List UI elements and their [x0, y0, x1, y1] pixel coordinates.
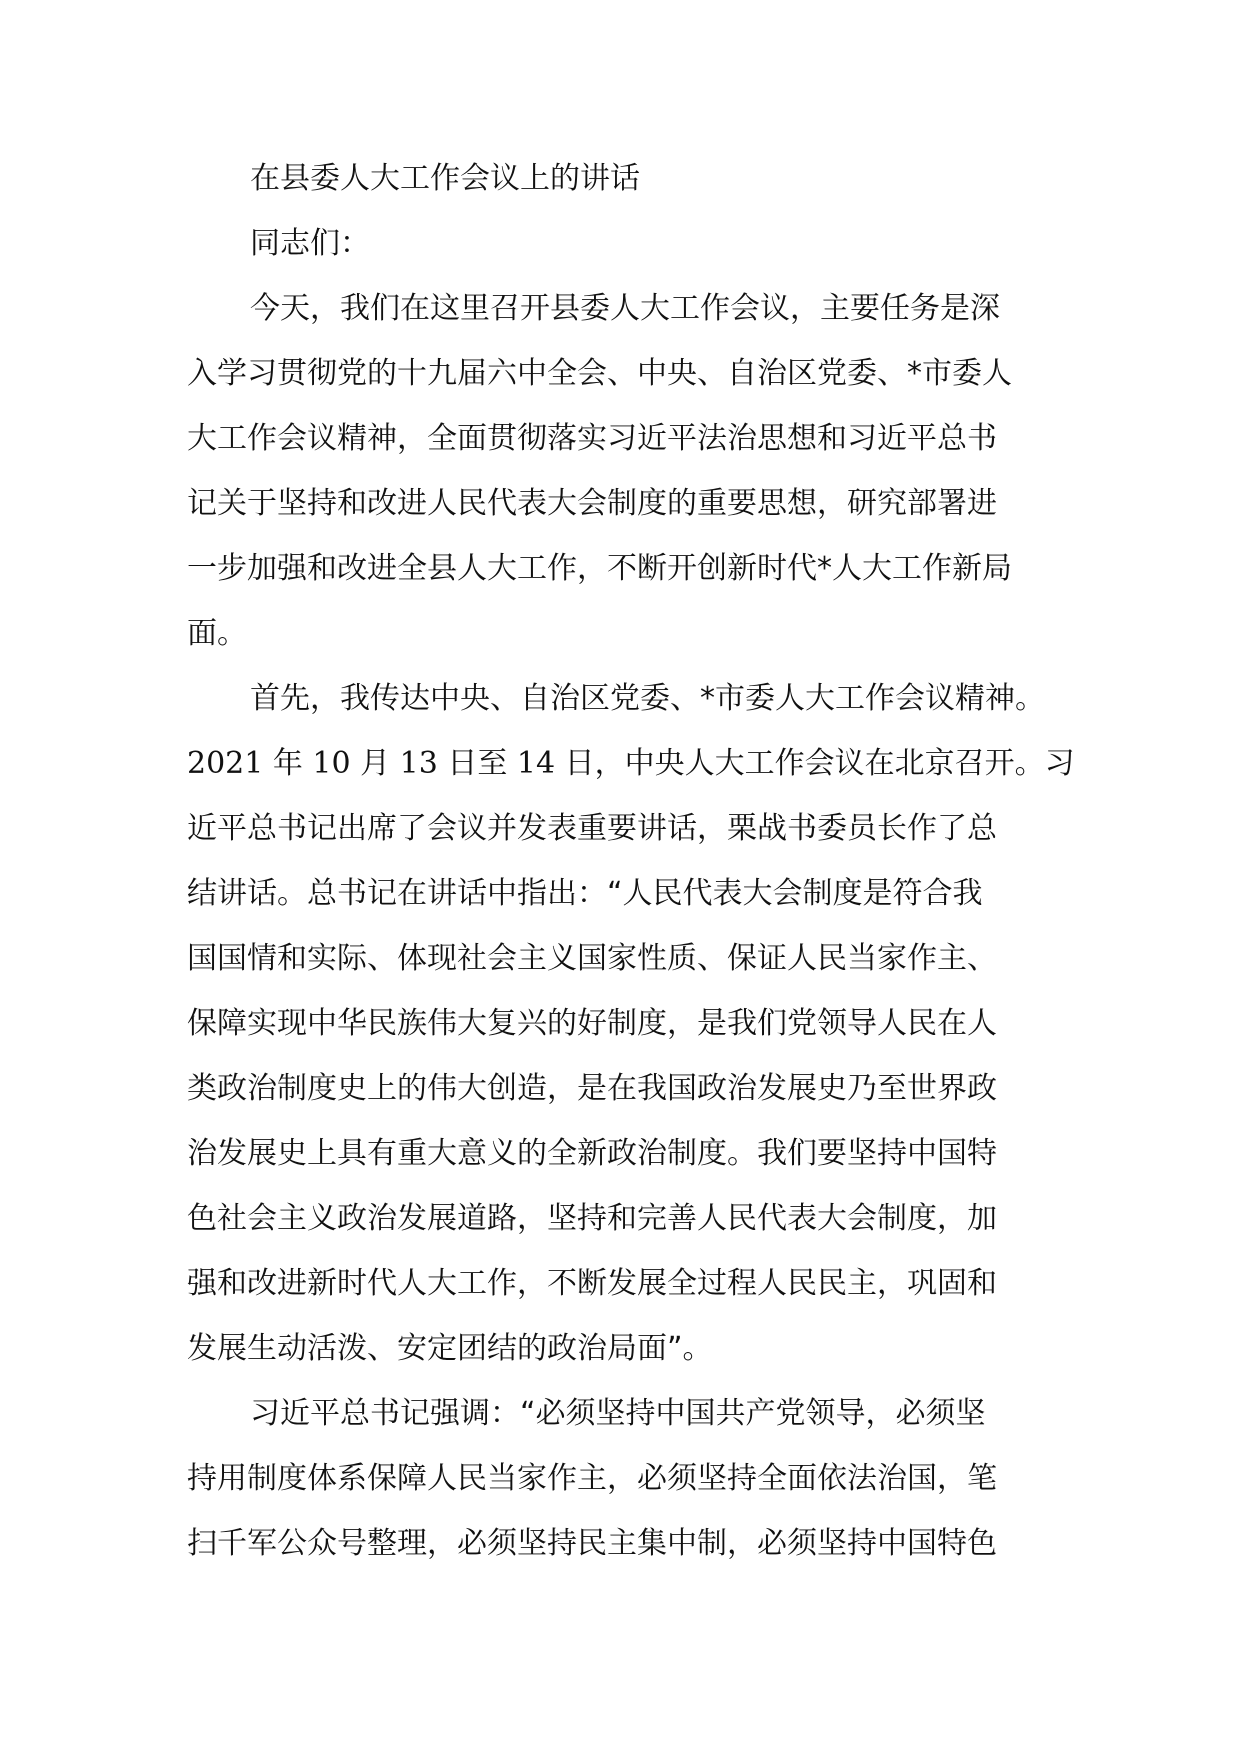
paragraph-1 [187, 276, 1053, 666]
salutation: 同志们： [250, 226, 370, 261]
paragraph-line: 首先，我传达中央、自治区党委、*市委人大工作会议精神。 [250, 681, 1045, 716]
document-title: 在县委人大工作会议上的讲话 [250, 161, 640, 196]
paragraph-line: 结讲话。总书记在讲话中指出：“人民代表大会制度是符合我 [187, 876, 983, 911]
paragraph-line: 发展生动活泼、安定团结的政治局面”。 [187, 1331, 713, 1366]
paragraph-line: 2021 年 10 月 13 日至 14 日，中央人大工作会议在北京召开。习 [187, 746, 1075, 781]
paragraph-line: 一步加强和改进全县人大工作，不断开创新时代*人大工作新局 [187, 551, 1012, 586]
paragraph-line: 习近平总书记强调：“必须坚持中国共产党领导，必须坚 [250, 1396, 986, 1431]
document-body [187, 146, 1075, 1576]
paragraph-line: 面。 [187, 616, 247, 651]
paragraph-line: 近平总书记出席了会议并发表重要讲话，栗战书委员长作了总 [187, 811, 997, 846]
paragraph-line: 入学习贯彻党的十九届六中全会、中央、自治区党委、*市委人 [187, 356, 1012, 391]
paragraph-line: 治发展史上具有重大意义的全新政治制度。我们要坚持中国特 [187, 1136, 997, 1171]
paragraph-line: 记关于坚持和改进人民代表大会制度的重要思想，研究部署进 [187, 486, 997, 521]
paragraph-line: 类政治制度史上的伟大创造，是在我国政治发展史乃至世界政 [187, 1071, 997, 1106]
paragraph-line: 大工作会议精神，全面贯彻落实习近平法治思想和习近平总书 [187, 421, 997, 456]
paragraph-line: 保障实现中华民族伟大复兴的好制度，是我们党领导人民在人 [187, 1006, 997, 1041]
paragraph-3 [187, 1381, 1053, 1576]
paragraph-2 [187, 666, 1075, 1381]
paragraph-line: 强和改进新时代人大工作，不断发展全过程人民民主，巩固和 [187, 1266, 997, 1301]
paragraph-line: 国国情和实际、体现社会主义国家性质、保证人民当家作主、 [187, 941, 997, 976]
paragraph-line: 扫千军公众号整理，必须坚持民主集中制，必须坚持中国特色 [187, 1526, 997, 1561]
paragraph-line: 色社会主义政治发展道路，坚持和完善人民代表大会制度，加 [187, 1201, 997, 1236]
paragraph-line: 今天，我们在这里召开县委人大工作会议，主要任务是深 [250, 291, 1000, 326]
paragraph-line: 持用制度体系保障人民当家作主，必须坚持全面依法治国，笔 [187, 1461, 997, 1496]
